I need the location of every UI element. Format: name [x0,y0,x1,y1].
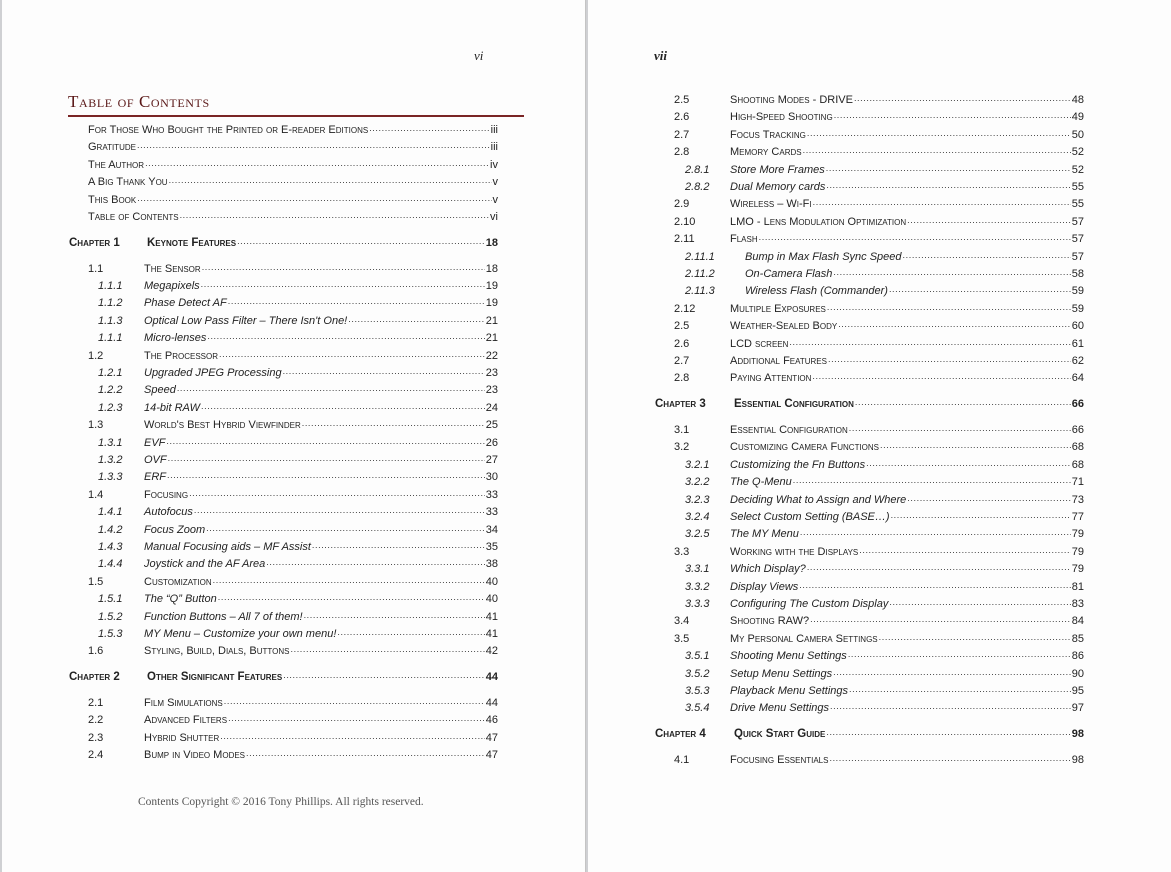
dot-leader [218,591,485,603]
dot-leader [849,683,1071,695]
toc-entry-number: 4.1 [674,754,690,766]
toc-entry-page: 97 [1071,702,1084,715]
toc-entry-page: 79 [1071,528,1084,541]
copyright-notice: Contents Copyright © 2016 Tony Phillips. All rights reserved. [138,796,424,808]
dot-leader [246,747,485,759]
toc-entry-page: 24 [485,401,498,414]
toc-entry-page: v [492,193,498,206]
toc-entry-title[interactable]: Hybrid Shutter [144,731,220,744]
toc-entry-number: 3.2 [674,441,690,454]
dot-leader [202,261,485,273]
toc-entry-title[interactable]: Wireless – Wi-Fi [730,198,812,211]
toc-entry-title[interactable]: Optical Low Pass Filter – There Isn't One! [144,314,348,327]
toc-entry-page: 71 [1071,476,1084,489]
toc-entry-title[interactable]: Weather-Sealed Body [730,320,838,333]
dot-leader [834,109,1071,121]
dot-leader [228,295,485,307]
toc-entry-title[interactable]: Function Buttons – All 7 of them! [144,610,303,623]
toc-entry-page: 23 [485,367,498,379]
toc-entry-number: 2.11.3 [685,285,715,298]
toc-entry[interactable] [88,211,498,228]
toc-entry-title[interactable]: Configuring The Custom Display [730,598,889,610]
toc-entry-title[interactable]: Table of Contents [88,211,179,223]
toc-entry-title[interactable]: Shooting RAW? [730,615,810,628]
toc-entry-title[interactable]: Setup Menu Settings [730,667,833,680]
toc-entry-page: 50 [1071,128,1084,141]
toc-entry[interactable] [685,702,1084,719]
toc-entry-title[interactable]: Shooting Modes - DRIVE [730,94,853,106]
toc-entry-title[interactable]: Shooting Menu Settings [730,650,847,663]
toc-entry-title[interactable]: Select Custom Setting (BASE…) [730,511,890,523]
toc-entry-number: 2.4 [88,749,104,762]
toc-entry-number: 3.2.4 [685,511,710,523]
dot-leader [201,278,485,290]
toc-entry-title[interactable]: The Sensor [144,262,201,275]
toc-entry-page: 25 [485,419,498,432]
toc-entry-page: 55 [1071,198,1084,211]
toc-entry-title[interactable]: Manual Focusing aids – MF Assist [144,541,311,553]
toc-entry-number: 1.1.2 [98,297,123,310]
toc-entry-page: 85 [1071,632,1084,645]
toc-entry-page: 40 [485,593,498,606]
toc-entry-page: 57 [1071,233,1084,246]
toc-entry-page: 62 [1071,355,1084,367]
toc-entry-title[interactable]: Essential Configuration [734,398,854,411]
toc-entry-page: 42 [485,645,498,658]
dot-leader [283,669,485,681]
toc-entry-page: 47 [485,731,498,744]
toc-entry-number: 1.2.3 [98,401,123,414]
dot-leader [283,365,485,377]
dot-leader [807,127,1071,139]
dot-leader [213,574,485,586]
toc-entry-page: 21 [485,314,498,327]
toc-entry-number: 2.1 [88,697,104,709]
toc-entry-title[interactable]: Keynote Features [147,236,237,249]
toc-entry-page: iii [490,124,498,136]
toc-entry-page: 44 [485,671,498,684]
toc-entry-number: 1.2.2 [98,384,123,397]
toc-entry-page: 27 [485,454,498,466]
toc-entry-number: 1.1.1 [98,332,123,345]
toc-entry[interactable] [88,645,498,662]
toc-entry-page: 41 [485,628,498,640]
toc-entry-title[interactable]: Working with the Displays [730,545,859,558]
toc-entry-title[interactable]: Bump in Max Flash Sync Speed [745,250,902,263]
toc-entry-title[interactable]: Essential Configuration [730,424,848,436]
toc-entry-page: 23 [485,384,498,397]
toc-entry-number: 2.8 [674,372,690,385]
toc-entry-page: 33 [485,488,498,501]
dot-leader [907,214,1071,226]
toc-entry-title[interactable]: High-Speed Shooting [730,111,833,124]
dot-leader [266,556,484,568]
dot-leader [903,249,1071,261]
dot-leader [907,492,1070,504]
toc-entry-number: 1.5.1 [98,593,123,606]
toc-entry-title[interactable]: Customizing the Fn Buttons [730,458,866,471]
toc-entry-page: iii [490,141,498,154]
toc-entry-number: 1.4.4 [98,558,123,571]
dot-leader [220,730,485,742]
toc-entry[interactable] [88,749,498,766]
toc-entry-title[interactable]: Gratitude [88,141,136,154]
toc-entry-number: 1.1.3 [98,314,123,327]
toc-entry-title[interactable]: The MY Menu [730,528,799,541]
dot-leader [237,235,485,247]
dot-leader [137,192,491,204]
dot-leader [849,422,1071,434]
toc-entry-title[interactable]: Other Significant Features [147,671,283,684]
toc-entry-number: 2.11.2 [685,268,715,280]
toc-entry-number: 2.7 [674,355,690,367]
page-number: vii [654,48,667,63]
dot-leader [807,561,1071,573]
toc-entry-page: 57 [1071,250,1084,263]
dot-leader [891,509,1071,521]
toc-entry-page: 79 [1071,563,1084,576]
dot-leader [855,396,1071,408]
dot-leader [826,162,1071,174]
toc-entry-page: 95 [1071,685,1084,697]
toc-entry-title[interactable]: Speed [144,384,176,397]
toc-entry-number: 3.5.2 [685,667,710,680]
toc-heading: Table of Contents [68,92,524,117]
toc-entry-page: 86 [1071,650,1084,663]
toc-entry-page: 30 [485,471,498,484]
toc-entry-number: Chapter 2 [69,671,120,684]
toc-entry-page: 59 [1071,285,1084,298]
toc-entry-number: 3.2.5 [685,528,710,541]
toc-entry-number: 1.5.3 [98,628,123,640]
toc-entry-page: 90 [1071,667,1084,680]
toc-entry-page: 57 [1071,215,1084,228]
dot-leader [828,353,1071,365]
dot-leader [348,313,485,325]
toc-entry-title[interactable]: Focus Tracking [730,128,806,141]
dot-leader [826,179,1070,191]
dot-leader [145,157,489,169]
dot-leader [889,283,1071,295]
toc-entry-title[interactable]: Quick Start Guide [734,728,826,741]
toc-entry-number: 2.9 [674,198,690,211]
toc-entry-title[interactable]: The Processor [144,349,219,362]
dot-leader [312,539,485,551]
toc-entry-title[interactable]: Focusing [144,488,189,501]
toc-entry-title[interactable]: Focus Zoom [144,523,206,536]
toc-entry-page: 98 [1071,728,1084,741]
dot-leader [859,544,1071,556]
toc-entry-number: 2.5 [674,320,690,333]
dot-leader [194,504,485,516]
dot-leader [137,139,490,151]
toc-entry-number: Chapter 1 [69,236,120,249]
toc-entry-title[interactable]: The Author [88,158,145,171]
toc-entry-title[interactable]: Memory Cards [730,146,802,159]
toc-entry-number: 2.3 [88,731,104,744]
dot-leader [799,579,1070,591]
dot-leader [789,336,1070,348]
toc-entry-number: Chapter 3 [655,398,706,411]
toc-entry-page: 47 [485,749,498,762]
dot-leader [291,643,485,655]
toc-entry-title[interactable]: Additional Features [730,355,827,367]
toc-entry[interactable] [674,754,1084,771]
toc-entry-page: v [492,176,498,189]
toc-entry-number: 2.12 [674,302,696,315]
toc-entry-number: 2.8.1 [685,163,710,176]
toc-chapter-entry[interactable] [655,728,1084,745]
toc-entry-page: 40 [485,575,498,588]
toc-entry-title[interactable]: Flash [730,233,758,246]
page-number: vi [474,48,484,63]
dot-leader [854,92,1071,104]
toc-entry[interactable] [674,372,1084,389]
toc-entry-number: 2.8.2 [685,181,710,193]
dot-leader [207,330,484,342]
dot-leader [793,474,1071,486]
right-page [588,0,1171,872]
toc-entry-title[interactable]: Autofocus [144,506,193,519]
toc-entry-page: 21 [485,332,498,345]
toc-entry-number: 3.1 [674,424,690,436]
dot-leader [800,526,1071,538]
toc-entry-title[interactable]: Multiple Exposures [730,302,826,315]
dot-leader [810,613,1071,625]
toc-entry-title[interactable]: Joystick and the AF Area [144,558,266,571]
toc-entry-title[interactable]: Upgraded JPEG Processing [144,367,282,379]
dot-leader [337,626,484,638]
toc-entry-page: 79 [1071,545,1084,558]
toc-entry-title[interactable]: My Personal Camera Settings [730,632,878,645]
dot-leader [759,231,1071,243]
toc-entry-title[interactable]: Store More Frames [730,163,825,176]
dot-leader [829,752,1070,764]
toc-entry-number: 3.5.3 [685,685,710,697]
toc-entry-title[interactable]: Dual Memory cards [730,181,826,193]
toc-entry-page: 41 [485,610,498,623]
toc-entry-title[interactable]: The “Q” Button [144,593,217,606]
toc-entry-title[interactable]: Micro-lenses [144,332,207,345]
dot-leader [826,726,1070,738]
toc-entry-page: vi [490,211,498,223]
toc-entry-page: 68 [1071,458,1084,471]
toc-entry-title[interactable]: Wireless Flash (Commander) [745,285,888,298]
toc-entry-title[interactable]: Drive Menu Settings [730,702,830,715]
dot-leader [168,452,485,464]
toc-entry-page: 22 [485,349,498,362]
toc-entry-title[interactable]: 14-bit RAW [144,401,201,414]
left-page [2,0,586,872]
toc-entry-number: 1.2 [88,349,104,362]
toc-entry-title[interactable]: On-Camera Flash [745,268,833,280]
toc-entry-title[interactable]: World's Best Hybrid Viewfinder [144,419,301,432]
toc-entry-title[interactable]: A Big Thank You [88,176,168,189]
toc-entry-number: 3.2.3 [685,493,710,506]
dot-leader [813,196,1071,208]
toc-entry-page: 46 [485,714,498,727]
toc-entry-number: 1.3.3 [98,471,123,484]
toc-entry-page: 44 [485,697,498,709]
toc-entry-number: 2.6 [674,111,690,124]
toc-entry-number: 1.3 [88,419,104,432]
dot-leader [169,174,492,186]
toc-entry-page: 77 [1071,511,1084,523]
toc-entry-number: 3.5 [674,632,690,645]
dot-leader [830,700,1071,712]
toc-entry-page: 19 [485,280,498,292]
toc-entry-number: 1.6 [88,645,104,658]
toc-entry-page: 49 [1071,111,1084,124]
dot-leader [219,348,485,360]
toc-entry-page: 66 [1071,398,1084,411]
toc-entry-number: 2.10 [674,215,696,228]
toc-entry-page: 98 [1071,754,1084,766]
toc-chapter-entry[interactable] [69,237,498,254]
toc-entry-number: 2.7 [674,128,690,141]
dot-leader [889,596,1070,608]
dot-leader [812,370,1070,382]
toc-entry-number: 1.4.1 [98,506,123,519]
dot-leader [228,712,485,724]
toc-entry-title[interactable]: Playback Menu Settings [730,685,849,697]
toc-entry-title[interactable]: OVF [144,454,167,466]
toc-entry-number: 1.1 [88,262,104,275]
dot-leader [201,400,485,412]
toc-entry-title[interactable]: Bump in Video Modes [144,749,246,762]
toc-entry-number: 2.11.1 [685,250,715,263]
dot-leader [827,301,1071,313]
toc-entry-page: 34 [485,523,498,536]
dot-leader [369,122,489,134]
toc-entry-page: 83 [1071,598,1084,610]
toc-entry-page: 52 [1071,146,1084,159]
toc-entry-page: 68 [1071,441,1084,454]
toc-entry-title[interactable]: Which Display? [730,563,806,576]
toc-entry-number: 1.3.2 [98,454,123,466]
toc-entry-page: 18 [485,262,498,275]
toc-entry-title[interactable]: Paying Attention [730,372,812,385]
toc-entry-title[interactable]: Display Views [730,580,799,593]
toc-entry-title[interactable]: LMO - Lens Modulation Optimization [730,215,907,228]
toc-entry-number: 2.5 [674,94,690,106]
toc-entry-title[interactable]: Advanced Filters [144,714,228,727]
toc-entry-number: Chapter 4 [655,728,706,741]
toc-chapter-entry[interactable] [69,671,498,688]
dot-leader [304,609,485,621]
toc-entry-title[interactable]: Film Simulations [144,697,223,709]
toc-entry-title[interactable]: Focusing Essentials [730,754,829,766]
toc-entry-title[interactable]: Customizing Camera Functions [730,441,880,454]
dot-leader [166,435,484,447]
toc-chapter-entry[interactable] [655,398,1084,415]
dot-leader [880,439,1071,451]
toc-entry-title[interactable]: Customization [144,575,212,588]
toc-entry-number: 3.3.3 [685,598,710,610]
toc-entry-page: 26 [485,436,498,449]
toc-entry-title[interactable]: Deciding What to Assign and Where [730,493,907,506]
toc-entry-page: 38 [485,558,498,571]
toc-entry-title[interactable]: Styling, Build, Dials, Buttons [144,645,290,658]
dot-leader [866,457,1071,469]
dot-leader [167,469,485,481]
toc-entry-page: 59 [1071,302,1084,315]
toc-entry-number: 3.2.2 [685,476,710,489]
toc-entry-number: 3.5.4 [685,702,710,715]
toc-entry-number: 1.1.1 [98,280,123,292]
toc-entry-page: 18 [485,236,498,249]
toc-entry-title[interactable]: Phase Detect AF [144,297,227,310]
dot-leader [302,417,485,429]
toc-entry-title[interactable]: LCD screen [730,337,789,350]
toc-entry-page: 52 [1071,163,1084,176]
toc-entry-number: 3.3 [674,545,690,558]
toc-entry-number: 1.5 [88,575,104,588]
dot-leader [180,209,489,221]
toc-entry-page: 55 [1071,181,1084,193]
toc-entry-number: 3.2.1 [685,458,710,471]
toc-entry-title[interactable]: ERF [144,471,166,484]
toc-entry-page: 35 [485,541,498,553]
toc-entry-title[interactable]: EVF [144,436,166,449]
toc-entry-page: 66 [1071,424,1084,436]
dot-leader [879,631,1071,643]
toc-entry-number: 1.4.3 [98,541,123,553]
dot-leader [206,522,485,534]
dot-leader [803,144,1071,156]
toc-entry-page: iv [490,158,498,171]
toc-entry-page: 19 [485,297,498,310]
dot-leader [224,695,485,707]
toc-entry-page: 84 [1071,615,1084,628]
toc-entry-title[interactable]: For Those Who Bought the Printed or E-reader Editions [88,124,369,136]
dot-leader [177,382,485,394]
toc-entry-page: 33 [485,506,498,519]
toc-entry-number: 1.2.1 [98,367,123,379]
dot-leader [189,487,485,499]
toc-entry-page: 58 [1071,268,1084,280]
toc-entry-title[interactable]: This Book [88,193,137,206]
toc-entry-number: 1.4.2 [98,523,123,536]
dot-leader [838,318,1071,330]
toc-entry-number: 2.11 [674,233,695,246]
toc-entry-number: 2.8 [674,146,690,159]
toc-entry-number: 2.2 [88,714,104,727]
toc-entry-number: 1.5.2 [98,610,123,623]
toc-entry-number: 3.4 [674,615,690,628]
dot-leader [833,666,1071,678]
toc-entry-number: 1.3.1 [98,436,123,449]
toc-entry-page: 48 [1071,94,1084,106]
toc-entry-number: 3.3.1 [685,563,710,576]
toc-entry-number: 1.4 [88,488,104,501]
toc-entry-page: 64 [1071,372,1084,385]
toc-entry-number: 3.3.2 [685,580,710,593]
toc-entry-page: 60 [1071,320,1084,333]
dot-leader [848,648,1071,660]
toc-entry-title[interactable]: Megapixels [144,280,200,292]
toc-entry-number: 3.5.1 [685,650,710,663]
toc-entry-number: 2.6 [674,337,690,350]
toc-entry-page: 81 [1071,580,1084,593]
toc-entry-title[interactable]: MY Menu – Customize your own menu! [144,628,337,640]
toc-entry-page: 73 [1071,493,1084,506]
toc-entry-title[interactable]: The Q-Menu [730,476,792,489]
dot-leader [833,266,1070,278]
toc-entry-page: 61 [1071,337,1084,350]
